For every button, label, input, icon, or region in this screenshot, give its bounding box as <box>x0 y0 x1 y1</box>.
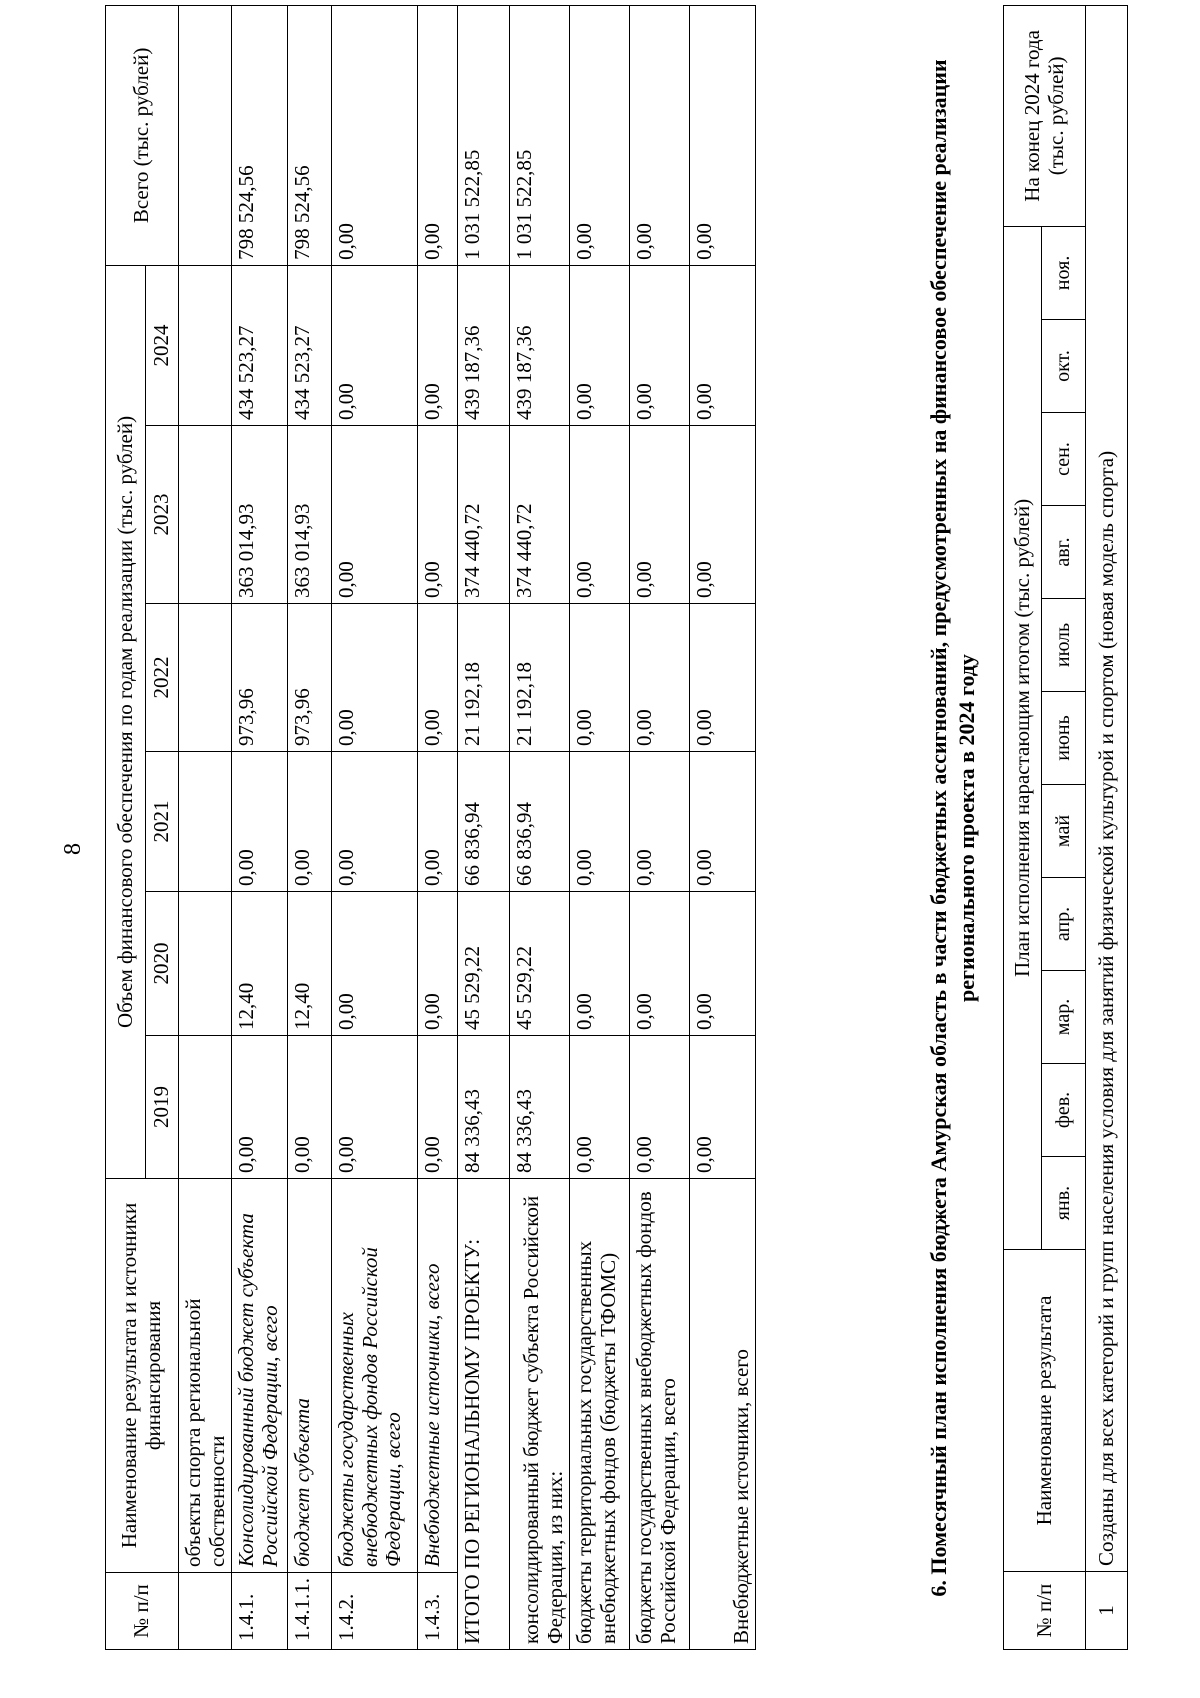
row-value: 0,00 <box>288 752 332 892</box>
row-value: 973,96 <box>232 604 288 752</box>
row-value: 0,00 <box>630 265 690 425</box>
row-value: 374 440,72 <box>458 426 510 604</box>
month-header: апр. <box>1042 878 1086 971</box>
row-value: 0,00 <box>570 1036 630 1179</box>
row-value: 84 336,43 <box>458 1036 510 1179</box>
row-value <box>179 604 232 752</box>
header-year: 2021 <box>146 752 179 892</box>
row-value: 0,00 <box>690 604 756 752</box>
row-value: 21 192,18 <box>458 604 510 752</box>
table-row <box>630 5 690 1649</box>
row-value: 0,00 <box>332 1036 418 1179</box>
row-total: 798 524,56 <box>232 5 288 265</box>
row-name: Внебюджетные источники, всего <box>418 1179 458 1573</box>
row-value <box>179 1036 232 1179</box>
header-year: 2019 <box>146 1036 179 1179</box>
row-value: 84 336,43 <box>510 1036 570 1179</box>
row-value: 0,00 <box>570 265 630 425</box>
row-total: 0,00 <box>570 5 630 265</box>
monthly-plan-table <box>1003 5 1128 1650</box>
row-value: 66 836,94 <box>510 752 570 892</box>
row-value: 0,00 <box>418 426 458 604</box>
row-value: 0,00 <box>332 752 418 892</box>
row-value <box>179 892 232 1036</box>
row-total: 0,00 <box>418 5 458 265</box>
row-name: бюджет субъекта <box>288 1179 332 1573</box>
month-header: мар. <box>1042 971 1086 1064</box>
row-name: Внебюджетные источники, всего <box>690 1179 756 1650</box>
row-value: 0,00 <box>418 265 458 425</box>
row-value: 0,00 <box>418 1036 458 1179</box>
row-number: 1.4.1.1. <box>288 1573 332 1650</box>
month-header: май <box>1042 785 1086 878</box>
table-row <box>1086 5 1128 1649</box>
header-year: 2023 <box>146 426 179 604</box>
row-total: 1 031 522,85 <box>458 5 510 265</box>
row-value: 0,00 <box>570 604 630 752</box>
row-value: 0,00 <box>332 265 418 425</box>
row-total: 0,00 <box>332 5 418 265</box>
row-value: 12,40 <box>288 892 332 1036</box>
row-value: 363 014,93 <box>232 426 288 604</box>
table-row <box>179 5 232 1649</box>
row-number: 1.4.3. <box>418 1573 458 1650</box>
row-value: 439 187,36 <box>458 265 510 425</box>
row-value: 0,00 <box>570 892 630 1036</box>
header-year: 2024 <box>146 265 179 425</box>
row-value: 374 440,72 <box>510 426 570 604</box>
row-value: 0,00 <box>332 892 418 1036</box>
row-value: 0,00 <box>630 604 690 752</box>
row-value: 0,00 <box>332 426 418 604</box>
table-row <box>458 5 510 1649</box>
row-number: 1.4.1. <box>232 1573 288 1650</box>
row-value: 0,00 <box>630 1036 690 1179</box>
table-row <box>690 5 756 1649</box>
row-value: 0,00 <box>690 752 756 892</box>
row-total <box>179 5 232 265</box>
page-number: 8 <box>60 843 86 855</box>
row-value: 0,00 <box>570 752 630 892</box>
row-value: 0,00 <box>690 426 756 604</box>
row-total: 0,00 <box>630 5 690 265</box>
table-row <box>288 5 332 1649</box>
row-value: 434 523,27 <box>288 265 332 425</box>
row-total: 0,00 <box>690 5 756 265</box>
header-years-group: Объем финансового обеспечения по годам реализации (тыс. рублей) <box>106 265 146 1178</box>
financing-table <box>105 5 756 1650</box>
row-value: 45 529,22 <box>510 892 570 1036</box>
row-value: 0,00 <box>630 752 690 892</box>
row-value: 434 523,27 <box>232 265 288 425</box>
row-value: 0,00 <box>288 1036 332 1179</box>
header-name: Наименование результата и источники финансирования <box>106 1179 179 1573</box>
row-value: 0,00 <box>570 426 630 604</box>
section-6-title: 6. Помесячный план исполнения бюджета Амурская область в части бюджетных ассигнований, предусмотренных на финансовое обеспечение реализации регионального проекта в 2024 году <box>926 59 979 1597</box>
row-value: 0,00 <box>418 752 458 892</box>
row-number <box>179 1573 232 1650</box>
row-value: 973,96 <box>288 604 332 752</box>
plan-header-group: План исполнения нарастающим итогом (тыс. рублей) <box>1004 226 1042 1249</box>
row-value: 439 187,36 <box>510 265 570 425</box>
month-header: сен. <box>1042 413 1086 506</box>
row-name: ИТОГО ПО РЕГИОНАЛЬНОМУ ПРОЕКТУ: <box>458 1179 510 1650</box>
row-value: 0,00 <box>418 892 458 1036</box>
row-value: 0,00 <box>690 892 756 1036</box>
plan-header-name: Наименование результата <box>1004 1250 1086 1572</box>
month-header: янв. <box>1042 1157 1086 1250</box>
header-total: Всего (тыс. рублей) <box>106 5 179 265</box>
row-value: 12,40 <box>232 892 288 1036</box>
row-value: 0,00 <box>690 265 756 425</box>
month-header: авг. <box>1042 506 1086 599</box>
month-header: фев. <box>1042 1064 1086 1157</box>
row-value: 363 014,93 <box>288 426 332 604</box>
month-header: июнь <box>1042 692 1086 785</box>
row-name: бюджеты территориальных государственных внебюджетных фондов (бюджеты ТФОМС) <box>570 1179 630 1650</box>
row-value: 21 192,18 <box>510 604 570 752</box>
month-header: ноя. <box>1042 226 1086 319</box>
row-value <box>179 752 232 892</box>
table-row <box>332 5 418 1649</box>
row-value: 66 836,94 <box>458 752 510 892</box>
row-name: бюджеты государственных внебюджетных фондов Российской Федерации, всего <box>630 1179 690 1650</box>
table-row <box>570 5 630 1649</box>
plan-header-no: № п/п <box>1004 1572 1086 1650</box>
row-name: Консолидированный бюджет субъекта Российской Федерации, всего <box>232 1179 288 1573</box>
row-value: 45 529,22 <box>458 892 510 1036</box>
table-row <box>418 5 458 1649</box>
row-value: 0,00 <box>232 1036 288 1179</box>
row-number: 1 <box>1086 1572 1128 1650</box>
table-row <box>510 5 570 1649</box>
row-total: 1 031 522,85 <box>510 5 570 265</box>
row-value: 0,00 <box>630 892 690 1036</box>
row-value: 0,00 <box>332 604 418 752</box>
row-number: 1.4.2. <box>332 1573 418 1650</box>
header-year: 2020 <box>146 892 179 1036</box>
row-value: 0,00 <box>690 1036 756 1179</box>
row-name: бюджеты государственных внебюджетных фондов Российской Федерации, всего <box>332 1179 418 1573</box>
month-header: июль <box>1042 599 1086 692</box>
month-header: окт. <box>1042 320 1086 413</box>
row-value: 0,00 <box>232 752 288 892</box>
row-result-name: Созданы для всех категорий и групп населения условия для занятий физической культурой и спортом (новая модель спорта) <box>1086 5 1128 1571</box>
row-value <box>179 265 232 425</box>
row-value <box>179 426 232 604</box>
plan-header-end: На конец 2024 года (тыс. рублей) <box>1004 5 1086 226</box>
table-row <box>232 5 288 1649</box>
row-value: 0,00 <box>418 604 458 752</box>
header-no: № п/п <box>106 1573 179 1650</box>
header-year: 2022 <box>146 604 179 752</box>
row-name: объекты спорта региональной собственности <box>179 1179 232 1573</box>
row-value: 0,00 <box>630 426 690 604</box>
row-name: консолидированный бюджет субъекта Российской Федерации, из них: <box>510 1179 570 1650</box>
row-total: 798 524,56 <box>288 5 332 265</box>
